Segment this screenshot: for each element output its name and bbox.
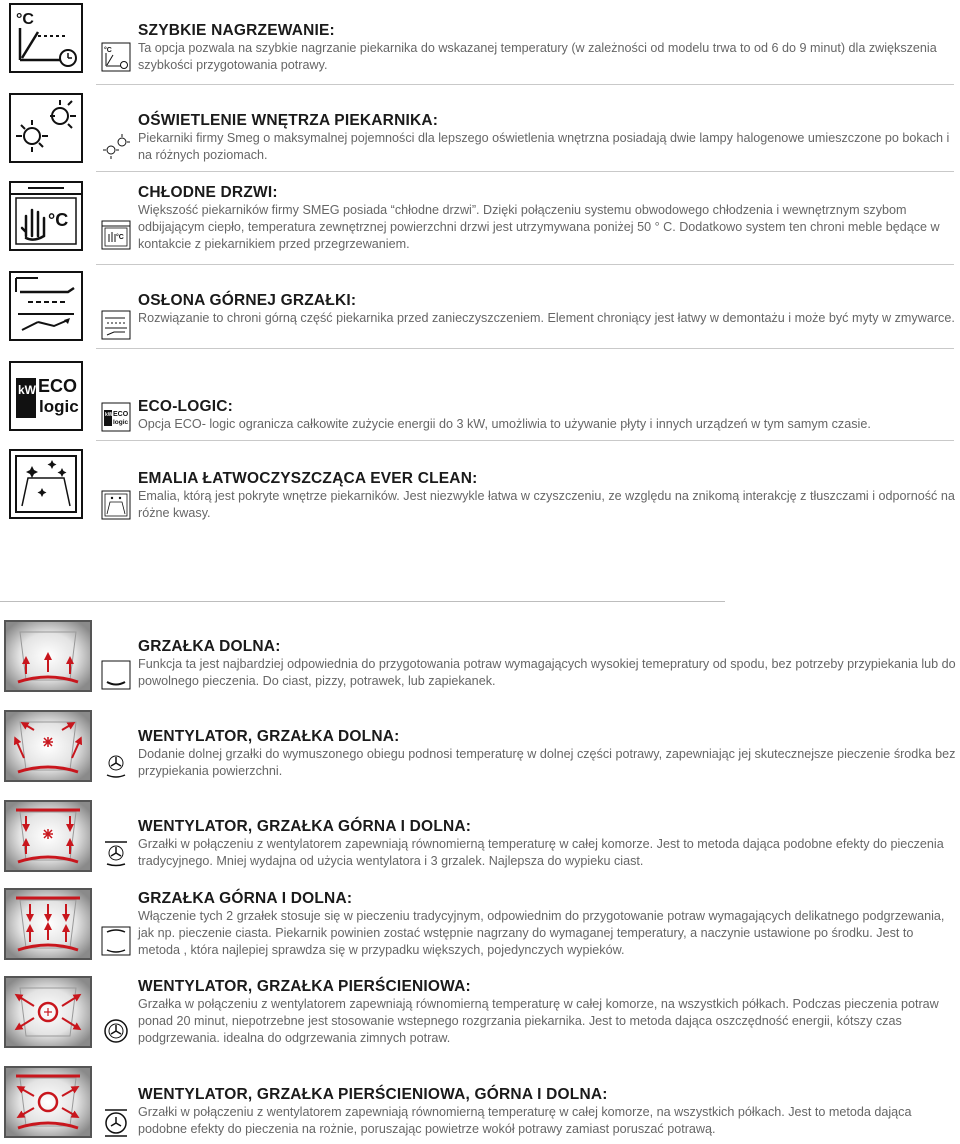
fan-circular-top-bottom-icon bbox=[4, 1066, 92, 1138]
eco-small-text: ECO bbox=[113, 411, 129, 418]
kw-small-text: kW bbox=[105, 412, 113, 418]
bottom-heater-icon bbox=[4, 620, 92, 692]
feature-title: CHŁODNE DRZWI: bbox=[138, 184, 278, 201]
divider bbox=[96, 84, 954, 85]
feature-description: Opcja ECO- logic ogranicza całkowite zużycie energii do 3 kW, umożliwia to używanie płyty i innych urządzeń w tym samym czasie. bbox=[138, 417, 871, 431]
svg-text:°C: °C bbox=[48, 210, 69, 230]
svg-text:°C: °C bbox=[16, 11, 34, 28]
feature-enamel bbox=[0, 448, 960, 538]
function-fan-top-bottom bbox=[0, 798, 960, 886]
fan-bottom-small-icon bbox=[101, 750, 131, 780]
function-top-bottom bbox=[0, 886, 960, 974]
thermometer-clock-icon bbox=[8, 2, 84, 74]
function-description: Funkcja ta jest najbardziej odpowiednia do przygotowania potraw wymagających wysokiej temepratury od spodu, bez potrzeby przypiekania lub do powolnego pieczenia. Do ciast, pizzy, potrawek, lub zapiekanek. bbox=[138, 657, 956, 688]
fan-bottom-heater-icon bbox=[4, 710, 92, 782]
feature-description: Rozwiązanie to chroni górną część piekarnika przed zanieczyszczeniem. Element chroniący jest łatwy w demontażu i może być myty w zmywarce. bbox=[138, 311, 955, 325]
thermometer-clock-small-icon bbox=[101, 42, 131, 72]
cool-door-hand-icon bbox=[8, 180, 84, 252]
kw-logo-text: kW bbox=[18, 383, 36, 397]
feature-fast-heat bbox=[0, 0, 960, 88]
feature-cool-door bbox=[0, 178, 960, 268]
logic-logo-text: logic bbox=[39, 397, 79, 416]
section-separator bbox=[0, 601, 725, 602]
function-description: Włączenie tych 2 grzałek stosuje się w pieczeniu tradycyjnym, odpowiednim do przygotowanie potraw wymagających delikatnego podgrzewania, jak np. pieczenie ciasta. Piekarnik powinien zostać wstępnie nagrzany do wymaganej temperatury, a naczynie ustawione po środku. Jest to metoda , która najlepiej sprawdza się w przypadku większych, pojedynczych wypieków. bbox=[138, 909, 945, 957]
feature-lighting bbox=[0, 88, 960, 178]
function-fan-ring bbox=[0, 974, 960, 1062]
function-description: Grzałki w połączeniu z wentylatorem zapewniają równomierną temperaturę w całej komorze. Jest to metoda dająca podobne efekty do pieczenia tradycyjnego. Mniej wydajna od użycia wentylatora i 3 grzalek. Najlepsza do wypieku ciast. bbox=[138, 837, 944, 868]
function-title: WENTYLATOR, GRZAŁKA DOLNA: bbox=[138, 728, 400, 745]
top-bottom-heater-icon bbox=[4, 888, 92, 960]
divider bbox=[96, 171, 954, 172]
fan-circular-heater-icon bbox=[4, 976, 92, 1048]
function-description: Grzałka w połączeniu z wentylatorem zapewniają równomierną temperaturę w całej komorze, na wszystkich półkach. Podczas pieczenia potraw ponad 20 minut, niepotrzebne jest stosowanie wstepnego rozgrzania piekarnika. Jest to metoda dająca oszczędność energii, kótszy czas podgrzewania. idealna do odgrzewania zimnych potraw. bbox=[138, 997, 939, 1045]
function-title: WENTYLATOR, GRZAŁKA GÓRNA I DOLNA: bbox=[138, 818, 472, 835]
function-fan-bottom bbox=[0, 708, 960, 796]
feature-eco bbox=[0, 358, 960, 448]
feature-title: SZYBKIE NAGRZEWANIE: bbox=[138, 22, 335, 39]
fan-top-bottom-small-icon bbox=[101, 838, 131, 868]
heating-guard-small-icon bbox=[101, 310, 131, 340]
heating-element-guard-icon bbox=[8, 270, 84, 342]
feature-title: ECO-LOGIC: bbox=[138, 398, 233, 415]
eco-logo-text: ECO bbox=[38, 376, 78, 396]
feature-description: Emalia, którą jest pokryte wnętrze piekarników. Jest niezwykle łatwa w czyszczeniu, ze względu na znikomą interakcję z tłuszczami i odporność na różne kwasy. bbox=[138, 489, 955, 520]
eco-logic-icon bbox=[8, 360, 84, 432]
svg-text:°C: °C bbox=[104, 47, 112, 54]
function-fan-ring-top-bottom bbox=[0, 1064, 960, 1144]
function-title: GRZAŁKA GÓRNA I DOLNA: bbox=[138, 890, 353, 907]
fan-top-bottom-heater-icon bbox=[4, 800, 92, 872]
eco-logic-small-icon bbox=[101, 402, 131, 432]
feature-description: Piekarniki firmy Smeg o maksymalnej pojemności dla lepszego oświetlenia wnętrzna posiadają dwie lampy halogenowe umieszczone po bokach i na różnych poziomach. bbox=[138, 131, 950, 162]
feature-description: Większość piekarników firmy SMEG posiada “chłodne drzwi”. Dzięki połączeniu systemu obwodowego chłodzenia i wewnętrznym szybom odbijającym ciepło, temperatura zewnętrznej powierzchni drzwi jest utrzymywana poniżej 50 ° C. Dodatkowo system ten chroni meble będące w kontakcie z piekarnikiem przed przegrzewaniem. bbox=[138, 203, 940, 251]
feature-description: Ta opcja pozwala na szybkie nagrzanie piekarnika do wskazanej temperatury (w zależności od modelu trwa to od 6 do 9 minut) dla zwiększenia szybkości przygotowania potrawy. bbox=[138, 41, 937, 72]
halogen-lamp-icon bbox=[8, 92, 84, 164]
fan-circular-small-icon bbox=[101, 1016, 131, 1046]
feature-title: OŚWIETLENIE WNĘTRZA PIEKARNIKA: bbox=[138, 112, 439, 129]
function-bottom bbox=[0, 618, 960, 706]
feature-title: OSŁONA GÓRNEJ GRZAŁKI: bbox=[138, 292, 357, 309]
divider bbox=[96, 348, 954, 349]
feature-title: EMALIA ŁATWOCZYSZCZĄCA EVER CLEAN: bbox=[138, 470, 478, 487]
bottom-heater-small-icon bbox=[101, 660, 131, 690]
function-description: Grzałki w połączeniu z wentylatorem zapewniają równomierną temperaturę w całej komorze, na wszystkich półkach. Jest to metoda dająca podobne efekty do pieczenia na rożnie, poruszając powietrze wokół potrawy zamiast poruszać potrawą. bbox=[138, 1105, 912, 1136]
clean-enamel-small-icon bbox=[101, 490, 131, 520]
svg-text:°C: °C bbox=[116, 234, 124, 241]
function-title: GRZAŁKA DOLNA: bbox=[138, 638, 281, 655]
clean-enamel-oven-icon bbox=[8, 448, 84, 520]
feature-top-guard bbox=[0, 268, 960, 358]
function-title: WENTYLATOR, GRZAŁKA PIERŚCIENIOWA, GÓRNA I DOLNA: bbox=[138, 1086, 608, 1103]
halogen-lamp-small-icon bbox=[101, 132, 131, 162]
logic-small-text: logic bbox=[113, 419, 129, 426]
function-title: WENTYLATOR, GRZAŁKA PIERŚCIENIOWA: bbox=[138, 978, 471, 995]
divider bbox=[96, 264, 954, 265]
top-bottom-small-icon bbox=[101, 926, 131, 956]
cool-door-small-icon bbox=[101, 220, 131, 250]
divider bbox=[96, 440, 954, 441]
fan-circular-top-bottom-small-icon bbox=[101, 1108, 131, 1138]
function-description: Dodanie dolnej grzałki do wymuszonego obiegu podnosi temperaturę w dolnej części potrawy, zapewniając jej skutecznejsze pieczenie środka bez przypiekania powierzchni. bbox=[138, 747, 956, 778]
